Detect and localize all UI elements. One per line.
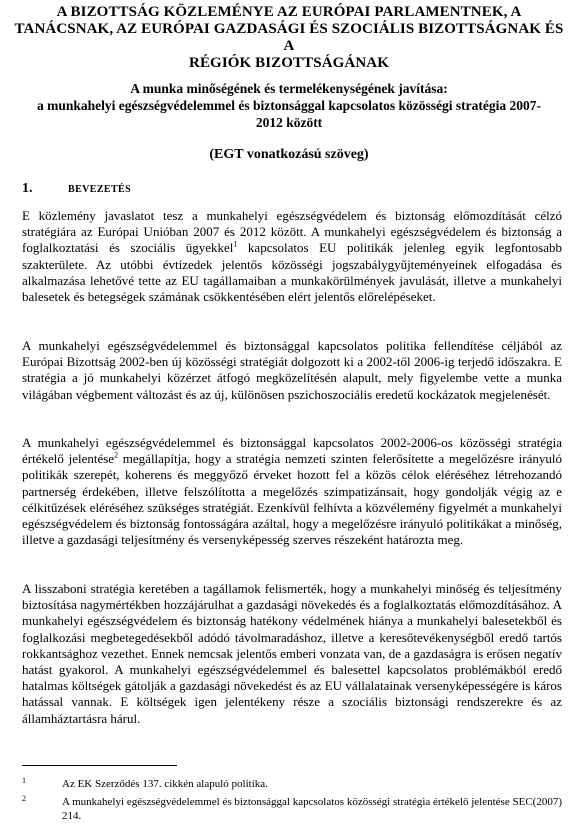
footnote-mark: 2 bbox=[22, 794, 26, 803]
paragraph bbox=[22, 435, 562, 548]
paragraph bbox=[22, 208, 562, 305]
title-line: RÉGIÓK BIZOTTSÁGÁNAK bbox=[189, 55, 389, 71]
footnote-ref[interactable]: 1 bbox=[233, 240, 238, 250]
section-number: 1. bbox=[22, 181, 33, 196]
title-line: A BIZOTTSÁG KÖZLEMÉNYE AZ EURÓPAI PARLAMENTNEK, A bbox=[56, 4, 522, 20]
section-heading bbox=[22, 180, 562, 198]
eea-relevance-note: (EGT vonatkozású szöveg) bbox=[209, 147, 369, 162]
subtitle-line: A munka minőségének és termelékenységének javítása: bbox=[130, 81, 448, 96]
paragraph-text: A munkahelyi egészségvédelemmel és biztonsággal kapcsolatos politika fellendítése céljából az Európai Bizottság 2002-ben új közösségi stratégiát dolgozott ki a 2002-től 2006-ig terjedő időszakra. E stratégia a jó munkahelyi közérzet átfogó megközelítésén alapult, mely figyelembe vette a munka világában végbement változást és az új, különösen pszichoszociális eredetű kockázatok megjelenését. bbox=[22, 338, 562, 402]
subtitle-line: a munkahelyi egészségvédelemmel és biztonsággal kapcsolatos közösségi stratégia 2007- bbox=[37, 98, 541, 113]
subtitle-line: 2012 között bbox=[255, 115, 323, 130]
footnote-text: A munkahelyi egészségvédelemmel és biztonsággal kapcsolatos közösségi stratégia értékelő jelentése SEC(2007) 214. bbox=[62, 796, 562, 822]
paragraph bbox=[22, 581, 562, 727]
document-title bbox=[14, 4, 564, 72]
footnote bbox=[22, 777, 562, 791]
section-title: BEVEZETÉS bbox=[68, 184, 132, 195]
footnote-mark: 1 bbox=[22, 776, 26, 785]
paragraph-text: A munkahelyi egészségvédelemmel és biztonsággal kapcsolatos 2002-2006-os közösségi stratégia értékelő jelentése bbox=[22, 435, 562, 467]
footnote bbox=[22, 795, 562, 823]
footnote-separator bbox=[22, 765, 177, 766]
document-subtitle bbox=[14, 80, 564, 131]
paragraph-text: A lisszaboni stratégia keretében a tagállamok felismerték, hogy a munkahelyi minőség és teljesítmény biztosítása nagymértékben hozzájárulhat a gazdasági növekedés és a foglalkoztatás előmozdításához. A munkahelyi egészségvédelem és biztonság hatékony védelmének hiánya a munkahelyi balesetekből és foglalkozási megbetegedésekből adódó távolmaradáshoz, illetve a keresőtevékenységből eredő tartós rokkantsághoz vezethet. Ennek nemcsak jelentős emberi vonzata van, de a gazdaságra is erősen negatív hatást gyakorol. A munkahelyi egészségvédelemmel és balesettel kapcsolatos problémákból eredő hatalmas költségek gátolják a gazdasági növekedést és az EU vállalatainak versenyképességére is káros hatással vannak. E költségek igen jelentékeny része a szociális biztonsági rendszerekre és az államháztartásra hárul. bbox=[22, 581, 562, 726]
footnote-ref[interactable]: 2 bbox=[114, 450, 119, 460]
footnote-text: Az EK Szerződés 137. cikkén alapuló politika. bbox=[62, 778, 268, 790]
paragraph bbox=[22, 338, 562, 403]
title-line: TANÁCSNAK, AZ EURÓPAI GAZDASÁGI ÉS SZOCIÁLIS BIZOTTSÁGNAK ÉS A bbox=[14, 21, 564, 54]
paragraph-text: kapcsolatos EU politikák jelenleg egyik legfontosabb szakterülete. Az utóbbi évtizedek jelentős közösségi jogszabálygyűjteményeinek elfogadása és alkalmazása lehetővé tette az EU tagállamaiban a munkakörülmények javulását, illetve a munkahelyi balesetek és betegségek számának csökkentésében elért jelentős előrelépéseket. bbox=[22, 240, 562, 305]
paragraph-text: megállapítja, hogy a stratégia nemzeti szinten felerősítette a megelőzésre irányuló politikák szerepét, koherens és meggyőző érveket hozott fel a közös célok eléréséhez létrehozandó partnerség érdekében, illetve felszólította a megelőzés szimpatizánsait, hogy gondolják végig az e célkitűzések eléréséhez szükséges stratégiát. Ezenkívül felhívta a közvélemény figyelmét a munkahelyi egészségvédelem és biztonság fontosságára azáltal, hogy a megelőzésre irányuló politikákat a minőség, illetve a gazdasági teljesítmény és versenyképesség szerves részeként határozta meg. bbox=[22, 451, 562, 548]
paragraph-text: E közlemény javaslatot tesz a munkahelyi egészségvédelem és biztonság előmozdítását célzó stratégiára az Európai Unióban 2007 és 2012 között. A munkahelyi egészségvédelem és biztonság a foglalkoztatási és szociális ügyekkel bbox=[22, 208, 562, 256]
